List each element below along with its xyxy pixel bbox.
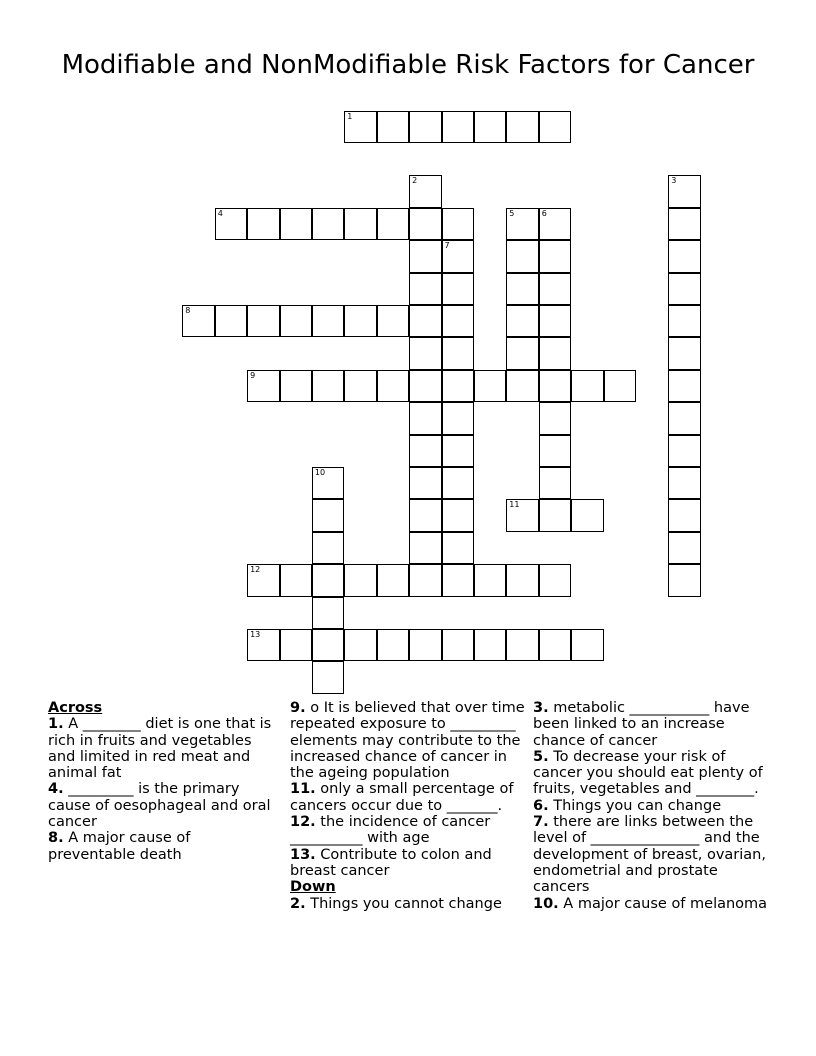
- crossword-cell[interactable]: [442, 273, 475, 306]
- crossword-cell[interactable]: [506, 273, 539, 306]
- crossword-cell[interactable]: [344, 305, 377, 338]
- clue-number: 11: [509, 500, 520, 510]
- crossword-cell[interactable]: [571, 370, 604, 403]
- crossword-cell[interactable]: [442, 564, 475, 597]
- crossword-cell[interactable]: [247, 208, 280, 241]
- crossword-cell[interactable]: [442, 629, 475, 662]
- crossword-cell[interactable]: [215, 208, 248, 241]
- crossword-cell[interactable]: [539, 370, 572, 403]
- crossword-cell[interactable]: [409, 337, 442, 370]
- crossword-cell[interactable]: [247, 305, 280, 338]
- crossword-cell[interactable]: [442, 305, 475, 338]
- clue-2: 2. Things you cannot change: [290, 895, 502, 912]
- crossword-cell[interactable]: [506, 208, 539, 241]
- crossword-cell[interactable]: [409, 435, 442, 468]
- clue-number: 7: [444, 241, 450, 251]
- crossword-cell[interactable]: [539, 337, 572, 370]
- crossword-cell[interactable]: [474, 111, 507, 144]
- crossword-cell[interactable]: [344, 564, 377, 597]
- clue-9: 9. o It is believed that over time repeated exposure to _________ elements may contribute to the increased chance of cancer in the ageing population: [290, 700, 525, 782]
- crossword-cell[interactable]: [604, 370, 637, 403]
- crossword-cell[interactable]: [539, 564, 572, 597]
- crossword-cell[interactable]: [506, 305, 539, 338]
- crossword-cell[interactable]: [442, 240, 475, 273]
- crossword-cell[interactable]: [668, 305, 701, 338]
- crossword-cell[interactable]: [668, 564, 701, 597]
- clue-12: 12. the incidence of cancer __________ with age: [290, 814, 491, 847]
- crossword-cell[interactable]: [312, 305, 345, 338]
- crossword-cell[interactable]: [377, 208, 410, 241]
- crossword-cell[interactable]: [409, 467, 442, 500]
- crossword-cell[interactable]: [539, 499, 572, 532]
- crossword-cell[interactable]: [442, 402, 475, 435]
- crossword-cell[interactable]: [474, 370, 507, 403]
- clue-number: 3: [671, 176, 677, 186]
- crossword-cell[interactable]: [442, 337, 475, 370]
- clue-number: 12: [250, 565, 261, 575]
- crossword-cell[interactable]: [506, 240, 539, 273]
- crossword-cell[interactable]: [442, 467, 475, 500]
- clue-number: 4: [217, 208, 223, 218]
- clues-column-2: [290, 700, 526, 912]
- crossword-cell[interactable]: [344, 629, 377, 662]
- crossword-cell[interactable]: [506, 337, 539, 370]
- clue-3: 3. metabolic ___________ have been linked to an increase chance of cancer: [533, 700, 750, 749]
- crossword-cell[interactable]: [409, 370, 442, 403]
- crossword-cell[interactable]: [247, 370, 280, 403]
- crossword-cell[interactable]: [668, 208, 701, 241]
- crossword-cell[interactable]: [668, 175, 701, 208]
- crossword-cell[interactable]: [539, 435, 572, 468]
- crossword-cell[interactable]: [312, 629, 345, 662]
- crossword-cell[interactable]: [506, 564, 539, 597]
- clue-number: 8: [185, 305, 191, 315]
- crossword-cell[interactable]: [668, 402, 701, 435]
- crossword-cell[interactable]: [409, 564, 442, 597]
- crossword-cell[interactable]: [409, 175, 442, 208]
- clue-number: 5: [509, 208, 515, 218]
- crossword-cell[interactable]: [312, 499, 345, 532]
- clues-column-3: [533, 700, 773, 912]
- crossword-cell[interactable]: [312, 564, 345, 597]
- crossword-cell[interactable]: [182, 305, 215, 338]
- crossword-cell[interactable]: [280, 305, 313, 338]
- crossword-cell[interactable]: [409, 629, 442, 662]
- crossword-cell[interactable]: [571, 629, 604, 662]
- crossword-cell[interactable]: [344, 111, 377, 144]
- crossword-cell[interactable]: [668, 273, 701, 306]
- clue-number: 6: [541, 208, 547, 218]
- down-heading: Down: [290, 879, 336, 896]
- crossword-cell[interactable]: [312, 532, 345, 565]
- across-heading: Across: [48, 700, 103, 716]
- clue-1: 1. A ________ diet is one that is rich in fruits and vegetables and limited in red meat and animal fat: [48, 716, 272, 782]
- crossword-cell[interactable]: [539, 208, 572, 241]
- crossword-cell[interactable]: [409, 532, 442, 565]
- crossword-cell[interactable]: [409, 402, 442, 435]
- clue-11: 11. only a small percentage of cancers occur due to _______.: [290, 781, 514, 814]
- clue-number: 9: [250, 370, 256, 380]
- crossword-cell[interactable]: [409, 111, 442, 144]
- crossword-cell[interactable]: [442, 208, 475, 241]
- crossword-cell[interactable]: [668, 337, 701, 370]
- crossword-cell[interactable]: [344, 208, 377, 241]
- crossword-cell[interactable]: [539, 273, 572, 306]
- clue-number: 10: [314, 467, 326, 477]
- crossword-cell[interactable]: [377, 629, 410, 662]
- crossword-cell[interactable]: [539, 240, 572, 273]
- crossword-cell[interactable]: [442, 499, 475, 532]
- crossword-cell[interactable]: [409, 240, 442, 273]
- clue-number: 2: [412, 176, 418, 186]
- crossword-cell[interactable]: [668, 532, 701, 565]
- crossword-cell[interactable]: [312, 370, 345, 403]
- crossword-cell[interactable]: [442, 435, 475, 468]
- clue-6: 6. Things you can change: [533, 797, 722, 814]
- crossword-cell[interactable]: [247, 629, 280, 662]
- crossword-cell[interactable]: [409, 305, 442, 338]
- crossword-cell[interactable]: [280, 370, 313, 403]
- crossword-cell[interactable]: [506, 629, 539, 662]
- clue-4: 4. _________ is the primary cause of oesophageal and oral cancer: [48, 781, 271, 831]
- crossword-cell[interactable]: [377, 564, 410, 597]
- clue-5: 5. To decrease your risk of cancer you should eat plenty of fruits, vegetables and ________.: [533, 748, 763, 798]
- crossword-cell[interactable]: [312, 467, 345, 500]
- crossword-cell[interactable]: [506, 499, 539, 532]
- clue-number: 1: [347, 111, 353, 121]
- crossword-cell[interactable]: [215, 305, 248, 338]
- crossword-cell[interactable]: [344, 370, 377, 403]
- crossword-cell[interactable]: [571, 499, 604, 532]
- clue-10: 10. A major cause of melanoma: [533, 895, 768, 912]
- crossword-cell[interactable]: [506, 111, 539, 144]
- crossword-cell[interactable]: [668, 370, 701, 403]
- crossword-cell[interactable]: [539, 467, 572, 500]
- clue-7: 7. there are links between the level of _______________ and the development of breast, ovarian, endometrial and prostate cancers: [533, 814, 766, 896]
- crossword-cell[interactable]: [539, 402, 572, 435]
- page-title: Modifiable and NonModifiable Risk Factors for Cancer: [61, 50, 755, 80]
- crossword-cell[interactable]: [506, 370, 539, 403]
- crossword-cell[interactable]: [280, 208, 313, 241]
- crossword-cell[interactable]: [539, 629, 572, 662]
- crossword-cell[interactable]: [668, 240, 701, 273]
- clue-13: 13. Contribute to colon and breast cancer: [290, 846, 492, 879]
- crossword-cell[interactable]: [409, 208, 442, 241]
- crossword-cell[interactable]: [539, 111, 572, 144]
- clue-8: 8. A major cause of preventable death: [48, 830, 191, 863]
- clues-column-1: [48, 700, 280, 863]
- crossword-cell[interactable]: [668, 467, 701, 500]
- crossword-cell[interactable]: [377, 370, 410, 403]
- crossword-cell[interactable]: [668, 435, 701, 468]
- crossword-cell[interactable]: [312, 661, 345, 694]
- crossword-cell[interactable]: [377, 305, 410, 338]
- crossword-cell[interactable]: [442, 532, 475, 565]
- crossword-cell[interactable]: [474, 564, 507, 597]
- clue-number: 13: [250, 629, 261, 639]
- crossword-cell[interactable]: [312, 208, 345, 241]
- crossword-cell[interactable]: [377, 111, 410, 144]
- crossword-cell[interactable]: [280, 564, 313, 597]
- crossword-cell[interactable]: [312, 597, 345, 630]
- crossword-cell[interactable]: [474, 629, 507, 662]
- crossword-cell[interactable]: [409, 499, 442, 532]
- crossword-cell[interactable]: [442, 370, 475, 403]
- crossword-cell[interactable]: [668, 499, 701, 532]
- crossword-cell[interactable]: [539, 305, 572, 338]
- crossword-cell[interactable]: [442, 111, 475, 144]
- crossword-cell[interactable]: [247, 564, 280, 597]
- crossword-cell[interactable]: [409, 273, 442, 306]
- crossword-cell[interactable]: [280, 629, 313, 662]
